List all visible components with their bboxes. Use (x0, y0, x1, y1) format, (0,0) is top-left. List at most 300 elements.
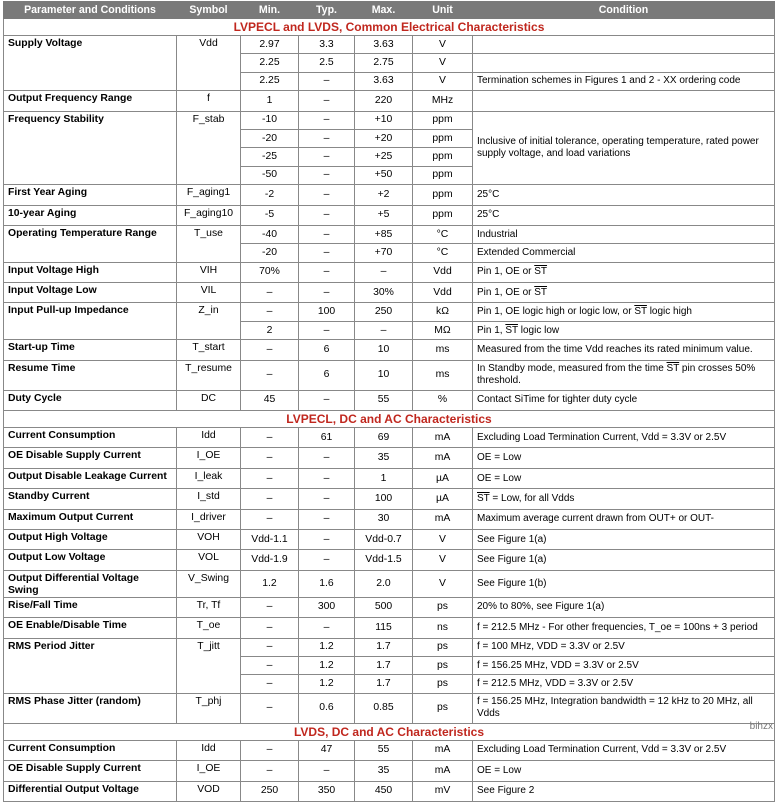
typ-value: – (299, 489, 355, 509)
header-min: Min. (241, 2, 299, 19)
max-value: 10 (355, 360, 413, 390)
condition-text: Excluding Load Termination Current, Vdd = 3.3V or 2.5V (477, 431, 727, 443)
table-row (4, 489, 775, 509)
min-value: – (241, 303, 299, 321)
max-value: 500 (355, 597, 413, 617)
unit-value: ms (413, 360, 473, 390)
param-name: RMS Phase Jitter (random) (4, 693, 177, 723)
max-value: Vdd-0.7 (355, 529, 413, 549)
max-value: 55 (355, 390, 413, 410)
max-value: +5 (355, 205, 413, 225)
param-symbol: VOH (177, 529, 241, 549)
condition-text: In Standby mode, measured from the time (477, 363, 667, 375)
condition-text: OE = Low (477, 764, 522, 776)
min-value: – (241, 656, 299, 674)
table-row (4, 225, 775, 243)
condition-cell (473, 448, 775, 468)
section-title: LVDS, DC and AC Characteristics (4, 723, 775, 740)
typ-value: – (299, 283, 355, 303)
unit-value: °C (413, 244, 473, 262)
param-symbol: F_aging10 (177, 205, 241, 225)
max-value: 1.7 (355, 675, 413, 693)
condition-cell (473, 638, 775, 656)
table-row (4, 597, 775, 617)
unit-value: V (413, 54, 473, 72)
typ-value: – (299, 529, 355, 549)
condition-text: OE = Low (477, 452, 522, 464)
condition-cell (473, 54, 775, 72)
condition-text: Pin 1, OE logic high or logic low, or (477, 306, 635, 318)
param-name: Standby Current (4, 489, 177, 509)
condition-cell (473, 550, 775, 570)
min-value: – (241, 360, 299, 390)
param-name: Input Voltage High (4, 262, 177, 282)
table-row (4, 529, 775, 549)
max-value: 35 (355, 448, 413, 468)
condition-cell (473, 428, 775, 448)
section-header-row (4, 19, 775, 36)
condition-cell (473, 468, 775, 488)
unit-value: kΩ (413, 303, 473, 321)
typ-value: – (299, 244, 355, 262)
condition-cell (473, 185, 775, 205)
max-value: 1.7 (355, 638, 413, 656)
condition-cell (473, 36, 775, 54)
min-value: -10 (241, 111, 299, 129)
min-value: 45 (241, 390, 299, 410)
min-value: -20 (241, 129, 299, 147)
unit-value: % (413, 390, 473, 410)
param-name: Differential Output Voltage (4, 781, 177, 801)
param-symbol: VOL (177, 550, 241, 570)
min-value: – (241, 468, 299, 488)
condition-cell (473, 244, 775, 262)
param-name: Current Consumption (4, 740, 177, 760)
unit-value: ns (413, 618, 473, 638)
param-symbol: I_OE (177, 448, 241, 468)
min-value: Vdd-1.9 (241, 550, 299, 570)
table-row (4, 693, 775, 723)
unit-value: V (413, 570, 473, 597)
param-symbol: T_start (177, 340, 241, 360)
condition-cell (473, 618, 775, 638)
param-name: Maximum Output Current (4, 509, 177, 529)
condition-text: Pin 1, (477, 324, 506, 336)
section-title: LVPECL and LVDS, Common Electrical Characteristics (4, 19, 775, 36)
condition-text: Industrial (477, 228, 518, 240)
max-value: 220 (355, 91, 413, 111)
table-row (4, 36, 775, 54)
condition-cell (473, 205, 775, 225)
unit-value: ppm (413, 148, 473, 166)
min-value: – (241, 638, 299, 656)
typ-value: – (299, 468, 355, 488)
condition-text: Excluding Load Termination Current, Vdd = 3.3V or 2.5V (477, 744, 727, 756)
unit-value: ps (413, 675, 473, 693)
typ-value: 3.3 (299, 36, 355, 54)
st-pin-overline: $\overline{ST}$ (534, 266, 548, 278)
table-header-row (4, 2, 775, 19)
condition-text: Termination schemes in Figures 1 and 2 - XX ordering code (477, 75, 741, 87)
condition-text: f = 212.5 MHz - For other frequencies, T_oe = 100ns + 3 period (477, 621, 758, 633)
condition-cell (473, 570, 775, 597)
param-name: 10-year Aging (4, 205, 177, 225)
condition-text: See Figure 1(a) (477, 554, 547, 566)
max-value: 35 (355, 761, 413, 781)
param-symbol: F_aging1 (177, 185, 241, 205)
typ-value: – (299, 262, 355, 282)
unit-value: V (413, 529, 473, 549)
param-symbol: Vdd (177, 36, 241, 91)
condition-text: 25°C (477, 188, 500, 200)
param-symbol: f (177, 91, 241, 111)
param-name: Resume Time (4, 360, 177, 390)
max-value: – (355, 321, 413, 339)
condition-text-suffix: = Low, for all Vdds (489, 492, 575, 504)
max-value: +70 (355, 244, 413, 262)
max-value: 1 (355, 468, 413, 488)
table-row (4, 360, 775, 390)
param-name: Rise/Fall Time (4, 597, 177, 617)
st-pin-overline: $\overline{ST}$ (534, 286, 548, 298)
max-value: 1.7 (355, 656, 413, 674)
param-symbol: VIH (177, 262, 241, 282)
max-value: +85 (355, 225, 413, 243)
header-typ: Typ. (299, 2, 355, 19)
table-row (4, 618, 775, 638)
min-value: – (241, 283, 299, 303)
typ-value: – (299, 390, 355, 410)
unit-value: ms (413, 340, 473, 360)
header-unit: Unit (413, 2, 473, 19)
typ-value: – (299, 509, 355, 529)
typ-value: 100 (299, 303, 355, 321)
unit-value: V (413, 72, 473, 90)
param-name: Output Differential Voltage Swing (4, 570, 177, 597)
param-name: First Year Aging (4, 185, 177, 205)
condition-text: Pin 1, OE or (477, 266, 535, 278)
watermark: bihzx (749, 721, 773, 732)
min-value: 2.97 (241, 36, 299, 54)
param-name: Frequency Stability (4, 111, 177, 185)
min-value: -50 (241, 166, 299, 184)
min-value: 1 (241, 91, 299, 111)
condition-text: f = 212.5 MHz, VDD = 3.3V or 2.5V (477, 678, 634, 690)
condition-text: 20% to 80%, see Figure 1(a) (477, 601, 605, 613)
condition-text: Measured from the time Vdd reaches its rated minimum value. (477, 343, 753, 355)
min-value: 250 (241, 781, 299, 801)
table-row (4, 570, 775, 597)
st-pin-overline: $\overline{ST}$ (634, 306, 647, 318)
condition-cell (473, 321, 775, 339)
unit-value: mA (413, 761, 473, 781)
condition-text: 25°C (477, 209, 500, 221)
header-condition: Condition (473, 2, 775, 19)
typ-value: 1.2 (299, 675, 355, 693)
param-symbol: Idd (177, 428, 241, 448)
max-value: +50 (355, 166, 413, 184)
typ-value: 2.5 (299, 54, 355, 72)
table-row (4, 468, 775, 488)
table-row (4, 781, 775, 801)
header-parameter: Parameter and Conditions (4, 2, 177, 19)
typ-value: 350 (299, 781, 355, 801)
param-symbol: Tr, Tf (177, 597, 241, 617)
unit-value: Vdd (413, 283, 473, 303)
min-value: – (241, 618, 299, 638)
param-symbol: T_resume (177, 360, 241, 390)
min-value: – (241, 340, 299, 360)
typ-value: – (299, 166, 355, 184)
max-value: 30 (355, 509, 413, 529)
min-value: -20 (241, 244, 299, 262)
condition-cell (473, 72, 775, 90)
st-pin-overline: $\overline{ST}$ (666, 363, 680, 375)
typ-value: – (299, 448, 355, 468)
param-name: OE Disable Supply Current (4, 448, 177, 468)
condition-text: See Figure 1(b) (477, 577, 547, 589)
table-row (4, 428, 775, 448)
condition-cell (473, 262, 775, 282)
electrical-characteristics-table (3, 1, 775, 802)
unit-value: ppm (413, 205, 473, 225)
max-value: +2 (355, 185, 413, 205)
param-symbol: V_Swing (177, 570, 241, 597)
condition-text: f = 100 MHz, VDD = 3.3V or 2.5V (477, 641, 625, 653)
param-name: Input Voltage Low (4, 283, 177, 303)
unit-value: °C (413, 225, 473, 243)
typ-value: – (299, 91, 355, 111)
max-value: 3.63 (355, 36, 413, 54)
condition-text-suffix: logic high (646, 306, 692, 318)
condition-text: Pin 1, OE or (477, 286, 535, 298)
max-value: +25 (355, 148, 413, 166)
min-value: 2.25 (241, 54, 299, 72)
condition-text: Extended Commercial (477, 246, 576, 258)
typ-value: 1.2 (299, 656, 355, 674)
min-value: -25 (241, 148, 299, 166)
condition-cell (473, 597, 775, 617)
unit-value: mA (413, 428, 473, 448)
table-row (4, 262, 775, 282)
condition-cell (473, 489, 775, 509)
param-name: Current Consumption (4, 428, 177, 448)
min-value: – (241, 693, 299, 723)
param-symbol: I_driver (177, 509, 241, 529)
condition-cell (473, 675, 775, 693)
param-symbol: T_use (177, 225, 241, 262)
unit-value: ps (413, 656, 473, 674)
param-symbol: I_std (177, 489, 241, 509)
max-value: 100 (355, 489, 413, 509)
max-value: Vdd-1.5 (355, 550, 413, 570)
param-name: Output High Voltage (4, 529, 177, 549)
table-row (4, 205, 775, 225)
condition-cell (473, 225, 775, 243)
param-symbol: T_jitt (177, 638, 241, 693)
typ-value: – (299, 618, 355, 638)
param-name: Input Pull-up Impedance (4, 303, 177, 340)
table-row (4, 390, 775, 410)
param-name: Duty Cycle (4, 390, 177, 410)
unit-value: ps (413, 693, 473, 723)
condition-cell (473, 390, 775, 410)
table-row (4, 448, 775, 468)
max-value: 10 (355, 340, 413, 360)
condition-text-suffix: logic low (517, 324, 560, 336)
param-symbol: I_leak (177, 468, 241, 488)
unit-value: µA (413, 489, 473, 509)
typ-value: 1.2 (299, 638, 355, 656)
table-row (4, 340, 775, 360)
st-pin-overline: $\overline{ST}$ (477, 492, 490, 504)
min-value: – (241, 761, 299, 781)
condition-text: OE = Low (477, 472, 522, 484)
max-value: 115 (355, 618, 413, 638)
unit-value: MHz (413, 91, 473, 111)
typ-value: 6 (299, 340, 355, 360)
typ-value: 47 (299, 740, 355, 760)
table-body (4, 19, 775, 802)
min-value: 1.2 (241, 570, 299, 597)
header-max: Max. (355, 2, 413, 19)
section-title: LVPECL, DC and AC Characteristics (4, 411, 775, 428)
unit-value: ppm (413, 166, 473, 184)
typ-value: 300 (299, 597, 355, 617)
table-row (4, 740, 775, 760)
param-symbol: Idd (177, 740, 241, 760)
condition-text: f = 156.25 MHz, VDD = 3.3V or 2.5V (477, 659, 639, 671)
param-name: OE Disable Supply Current (4, 761, 177, 781)
typ-value: 6 (299, 360, 355, 390)
min-value: 2.25 (241, 72, 299, 90)
param-name: OE Enable/Disable Time (4, 618, 177, 638)
min-value: -40 (241, 225, 299, 243)
typ-value: – (299, 761, 355, 781)
condition-cell (473, 656, 775, 674)
condition-cell (473, 781, 775, 801)
unit-value: ppm (413, 185, 473, 205)
param-name: Supply Voltage (4, 36, 177, 91)
condition-cell: Inclusive of initial tolerance, operating temperature, rated power supply voltage, and load variations (473, 111, 775, 185)
min-value: Vdd-1.1 (241, 529, 299, 549)
min-value: – (241, 448, 299, 468)
condition-text: See Figure 1(a) (477, 533, 547, 545)
typ-value: – (299, 185, 355, 205)
table-row (4, 185, 775, 205)
max-value: 3.63 (355, 72, 413, 90)
param-symbol: VOD (177, 781, 241, 801)
min-value: -5 (241, 205, 299, 225)
st-pin-overline: $\overline{ST}$ (505, 324, 518, 336)
condition-cell (473, 509, 775, 529)
condition-text: See Figure 2 (477, 785, 535, 797)
condition-text: Maximum average current drawn from OUT+ or OUT- (477, 513, 715, 525)
unit-value: mV (413, 781, 473, 801)
min-value: – (241, 597, 299, 617)
unit-value: V (413, 550, 473, 570)
param-symbol: T_phj (177, 693, 241, 723)
max-value: 450 (355, 781, 413, 801)
typ-value: 1.6 (299, 570, 355, 597)
typ-value: – (299, 321, 355, 339)
typ-value: – (299, 72, 355, 90)
condition-cell (473, 283, 775, 303)
param-symbol: DC (177, 390, 241, 410)
unit-value: mA (413, 509, 473, 529)
condition-cell (473, 761, 775, 781)
unit-value: mA (413, 448, 473, 468)
unit-value: MΩ (413, 321, 473, 339)
param-symbol: T_oe (177, 618, 241, 638)
param-symbol: I_OE (177, 761, 241, 781)
condition-text: Contact SiTime for tighter duty cycle (477, 394, 638, 406)
param-name: Start-up Time (4, 340, 177, 360)
unit-value: mA (413, 740, 473, 760)
condition-cell (473, 360, 775, 390)
table-row (4, 509, 775, 529)
unit-value: Vdd (413, 262, 473, 282)
unit-value: ppm (413, 129, 473, 147)
param-name: Operating Temperature Range (4, 225, 177, 262)
typ-value: 61 (299, 428, 355, 448)
unit-value: V (413, 36, 473, 54)
table-row (4, 303, 775, 321)
condition-cell (473, 529, 775, 549)
max-value: 30% (355, 283, 413, 303)
condition-cell (473, 91, 775, 111)
param-name: RMS Period Jitter (4, 638, 177, 693)
typ-value: 0.6 (299, 693, 355, 723)
min-value: – (241, 489, 299, 509)
table-row (4, 761, 775, 781)
header-symbol: Symbol (177, 2, 241, 19)
min-value: 70% (241, 262, 299, 282)
max-value: 250 (355, 303, 413, 321)
typ-value: – (299, 148, 355, 166)
param-name: Output Disable Leakage Current (4, 468, 177, 488)
section-header-row (4, 411, 775, 428)
max-value: 0.85 (355, 693, 413, 723)
param-name: Output Low Voltage (4, 550, 177, 570)
param-symbol: Z_in (177, 303, 241, 340)
typ-value: – (299, 111, 355, 129)
max-value: +20 (355, 129, 413, 147)
unit-value: ppm (413, 111, 473, 129)
max-value: 55 (355, 740, 413, 760)
param-name: Output Frequency Range (4, 91, 177, 111)
unit-value: µA (413, 468, 473, 488)
max-value: +10 (355, 111, 413, 129)
table-row (4, 91, 775, 111)
min-value: -2 (241, 185, 299, 205)
min-value: – (241, 675, 299, 693)
max-value: 69 (355, 428, 413, 448)
condition-cell (473, 340, 775, 360)
table-row (4, 550, 775, 570)
condition-cell (473, 740, 775, 760)
param-symbol: F_stab (177, 111, 241, 185)
table-row (4, 638, 775, 656)
max-value: 2.75 (355, 54, 413, 72)
table-row (4, 111, 775, 129)
min-value: – (241, 428, 299, 448)
typ-value: – (299, 225, 355, 243)
max-value: – (355, 262, 413, 282)
table-row (4, 283, 775, 303)
max-value: 2.0 (355, 570, 413, 597)
condition-text-suffix: pin crosses 50% threshold. (477, 363, 756, 387)
